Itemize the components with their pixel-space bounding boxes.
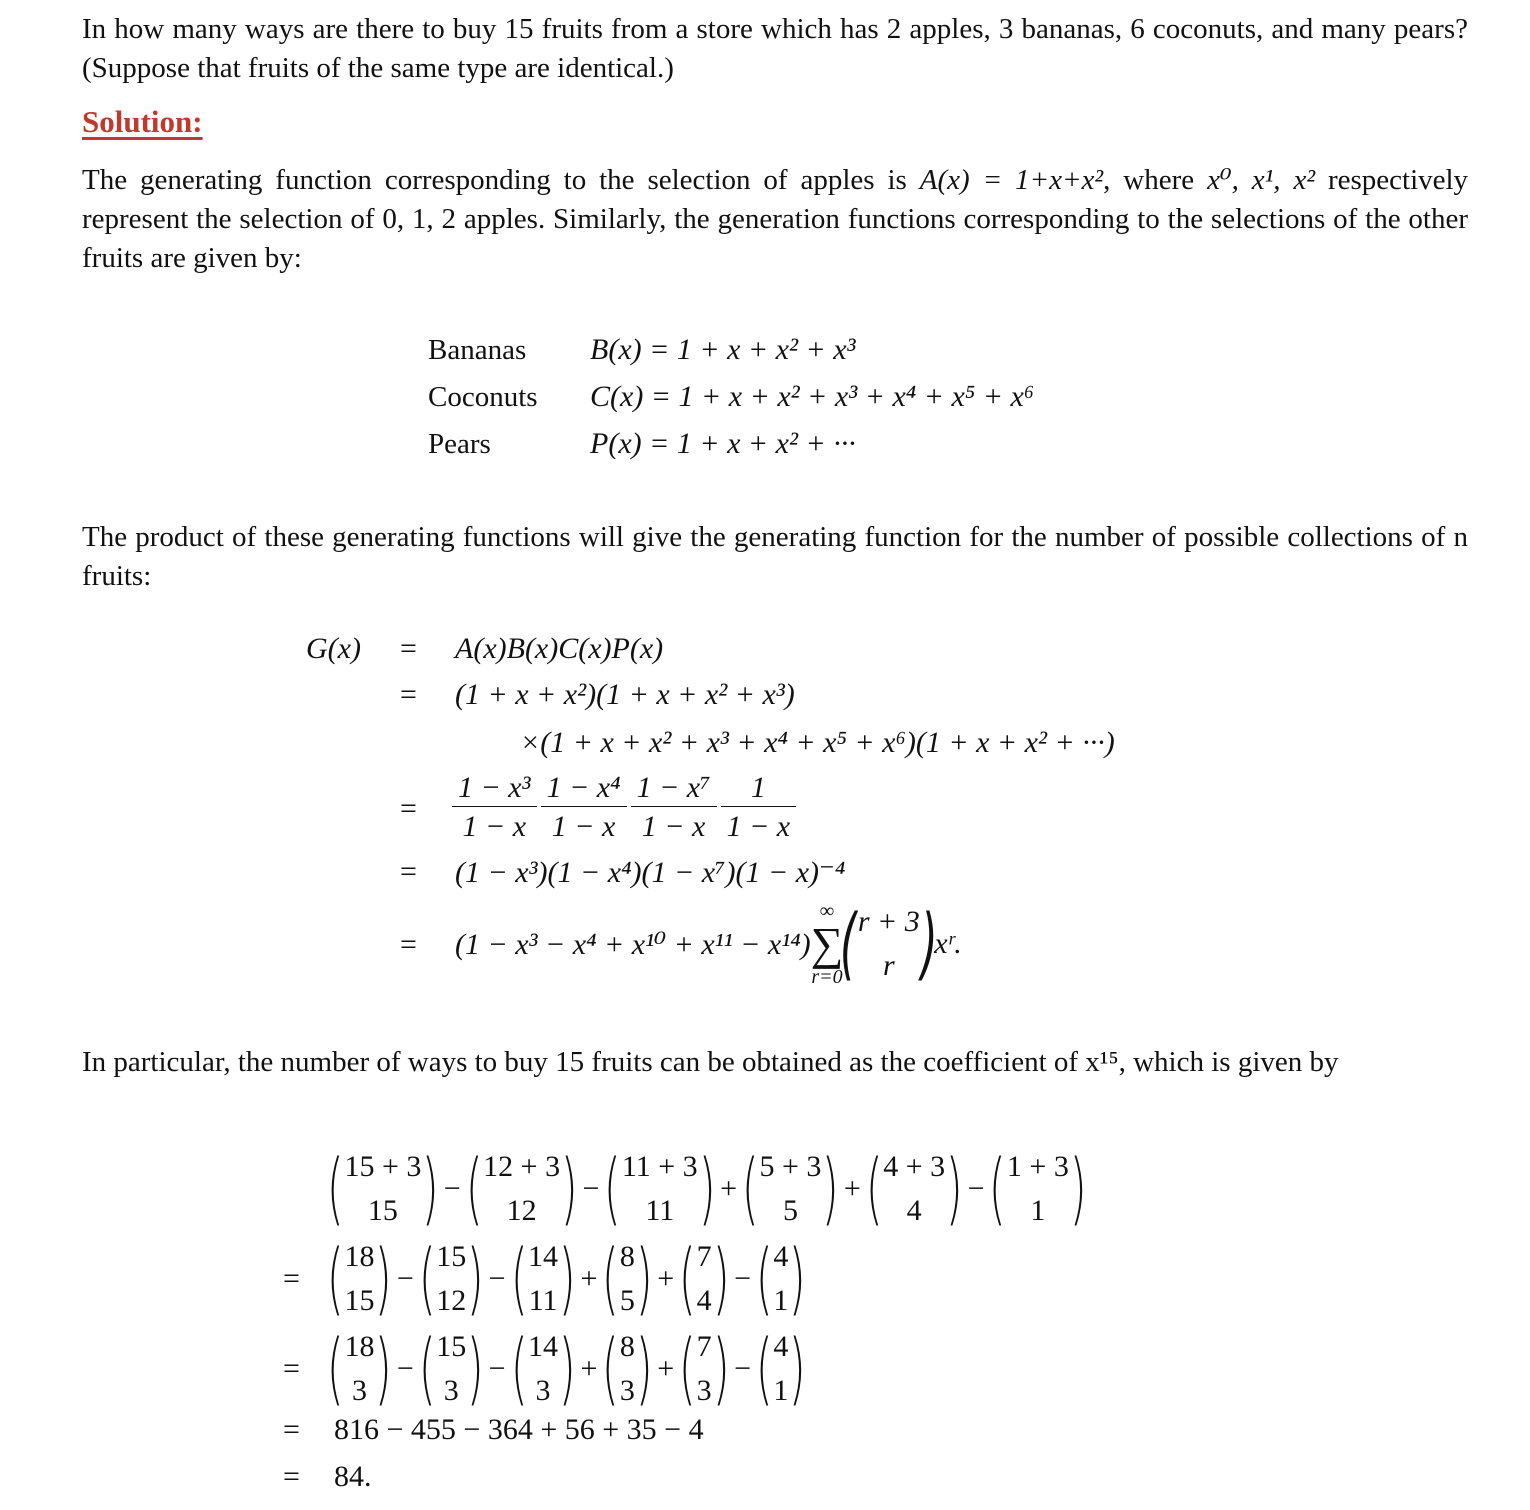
binom-top: 7 bbox=[696, 1240, 712, 1273]
operator: − bbox=[734, 1262, 751, 1295]
binomial: ( 14 11 ) bbox=[510, 1234, 576, 1324]
fraction: $\frac{\text{1 − x³}}{1 - x}$ bbox=[452, 770, 537, 847]
binom-bottom: 15 bbox=[344, 1284, 375, 1317]
paragraph-apples bbox=[82, 161, 1468, 278]
derivation-line-5: (1 − x³)(1 − x⁴)(1 − x⁷)(1 − x)⁻⁴ bbox=[455, 856, 846, 889]
operator: − bbox=[443, 1172, 461, 1205]
binomial: ( 12 + 3 12 ) bbox=[465, 1144, 578, 1234]
binom-top: 18 bbox=[344, 1330, 375, 1363]
operator: + bbox=[657, 1352, 675, 1385]
derivation-lhs: G(x) bbox=[306, 632, 361, 665]
binom-top: 15 + 3 bbox=[344, 1150, 422, 1183]
paragraph-product: The product of these generating functions will give the generating function for the number of possible collections of n fruits: bbox=[82, 521, 1468, 592]
binomial: ( 14 3 ) bbox=[510, 1324, 576, 1414]
binom-bottom: 11 bbox=[645, 1194, 675, 1227]
fruit-label-bananas: Bananas bbox=[428, 334, 527, 366]
binomial: ( 15 + 3 15 ) bbox=[326, 1144, 439, 1234]
final-eq-5: = bbox=[283, 1460, 300, 1493]
summation bbox=[811, 901, 844, 987]
binom-top: 7 bbox=[696, 1330, 712, 1363]
binom-bottom: 3 bbox=[351, 1374, 367, 1407]
binom-bottom: 3 bbox=[535, 1374, 551, 1407]
binom-top: 8 bbox=[619, 1240, 635, 1273]
final-row-4: 816 − 455 − 364 + 56 + 35 − 4 bbox=[334, 1413, 704, 1446]
apple-powers: x⁰, x¹, x² bbox=[1207, 164, 1316, 196]
binom-top: 14 bbox=[528, 1330, 559, 1363]
binom-bottom: 3 bbox=[696, 1374, 712, 1407]
operator: + bbox=[657, 1262, 675, 1295]
derivation-line-1: A(x)B(x)C(x)P(x) bbox=[455, 632, 664, 665]
binom-bottom: 11 bbox=[528, 1284, 558, 1317]
binom-bottom: 1 bbox=[773, 1284, 789, 1317]
fruit-label-pears: Pears bbox=[428, 428, 491, 460]
fruit-formula-pears: P(x) = 1 + x + x² + ··· bbox=[590, 427, 856, 460]
final-row-1 bbox=[326, 1144, 1087, 1234]
binom-bottom: 5 bbox=[782, 1194, 798, 1227]
binomial: ( 15 12 ) bbox=[418, 1234, 484, 1324]
line6-suffix: xʳ. bbox=[934, 927, 962, 960]
operator: − bbox=[967, 1172, 985, 1205]
apple-function: A(x) = 1+x+x² bbox=[919, 164, 1104, 196]
para1-mid: , where bbox=[1103, 164, 1195, 196]
problem-statement: In how many ways are there to buy 15 fruits from a store which has 2 apples, 3 bananas, 6 coconuts, and many pears? (Suppose that fruits of the same type are identical.) bbox=[82, 13, 1468, 84]
paragraph-coefficient: In particular, the number of ways to buy 15 fruits can be obtained as the coefficient of x¹⁵, which is given by bbox=[82, 1046, 1339, 1078]
binom-bottom: 15 bbox=[367, 1194, 398, 1227]
final-row-2 bbox=[326, 1234, 807, 1324]
binom-bottom: 12 bbox=[506, 1194, 537, 1227]
final-eq-2: = bbox=[283, 1262, 300, 1295]
binom-bottom: 1 bbox=[1030, 1194, 1046, 1227]
sigma-icon: ∑ bbox=[810, 918, 844, 969]
binom-top: 1 + 3 bbox=[1006, 1150, 1069, 1183]
fraction: $\frac{1}{1 - x}$ bbox=[721, 770, 797, 847]
derivation-eq-5: = bbox=[400, 928, 417, 961]
binomial: ( 4 1 ) bbox=[755, 1324, 807, 1414]
operator: − bbox=[582, 1172, 600, 1205]
operator: + bbox=[580, 1262, 598, 1295]
binomial: ( 5 + 3 5 ) bbox=[741, 1144, 839, 1234]
binom-bottom: 5 bbox=[619, 1284, 635, 1317]
derivation-line-6 bbox=[455, 900, 962, 988]
binomial: ( 15 3 ) bbox=[418, 1324, 484, 1414]
derivation-line-4 bbox=[450, 770, 798, 847]
line6-prefix: (1 − x³ − x⁴ + x¹⁰ + x¹¹ − x¹⁴) bbox=[455, 927, 811, 961]
fruit-label-coconuts: Coconuts bbox=[428, 381, 538, 413]
binomial: ( 7 3 ) bbox=[679, 1324, 730, 1414]
binom-top: 18 bbox=[344, 1240, 375, 1273]
operator: + bbox=[843, 1172, 861, 1205]
operator: − bbox=[488, 1262, 506, 1295]
binom-bottom: 12 bbox=[436, 1284, 467, 1317]
binom-top: 11 + 3 bbox=[621, 1150, 698, 1183]
final-row-3 bbox=[326, 1324, 807, 1414]
para1-rest: respectively represent the selection of 0, 1, 2 apples. Similarly, the generation functions corresponding to the selections of the other fruits are given by: bbox=[82, 164, 1469, 274]
operator: + bbox=[720, 1172, 738, 1205]
solution-heading: Solution: bbox=[82, 104, 203, 139]
derivation-eq-1: = bbox=[400, 632, 417, 665]
operator: − bbox=[734, 1352, 751, 1385]
binom-top: 15 bbox=[436, 1330, 467, 1363]
sum-upper-limit: ∞ bbox=[819, 900, 835, 922]
binom-bottom: 4 bbox=[696, 1284, 712, 1317]
fruit-formula-bananas: B(x) = 1 + x + x² + x³ bbox=[590, 333, 856, 366]
binomial: ( 4 1 ) bbox=[755, 1234, 807, 1324]
binomial: ( 7 4 ) bbox=[679, 1234, 730, 1324]
binomial: ( 1 + 3 1 ) bbox=[989, 1144, 1087, 1234]
binomial: ( r + 3 r ) bbox=[840, 899, 938, 989]
binom-bottom: 4 bbox=[906, 1194, 922, 1227]
fruit-formula-coconuts: C(x) = 1 + x + x² + x³ + x⁴ + x⁵ + x⁶ bbox=[590, 380, 1035, 413]
binom-top: 15 bbox=[436, 1240, 467, 1273]
binomial: ( 8 3 ) bbox=[602, 1324, 653, 1414]
binomial: ( 18 15 ) bbox=[326, 1234, 393, 1324]
derivation-eq-3: = bbox=[400, 792, 417, 825]
derivation-line-2: (1 + x + x²)(1 + x + x² + x³) bbox=[455, 678, 795, 711]
final-eq-3: = bbox=[283, 1352, 300, 1385]
binomial: ( 11 + 3 11 ) bbox=[604, 1144, 716, 1234]
binom-top: 4 bbox=[773, 1240, 789, 1273]
binom-bottom: 3 bbox=[443, 1374, 459, 1407]
operator: + bbox=[580, 1352, 598, 1385]
binom-top: 14 bbox=[528, 1240, 559, 1273]
binom-top: 4 bbox=[773, 1330, 789, 1363]
fraction: $\frac{\text{1 − x⁷}}{1 - x}$ bbox=[631, 770, 717, 847]
operator: − bbox=[396, 1352, 414, 1385]
binomial: ( 4 + 3 4 ) bbox=[865, 1144, 963, 1234]
final-row-5: 84. bbox=[334, 1460, 372, 1493]
fraction: $\frac{\text{1 − x⁴}}{1 - x}$ bbox=[541, 770, 627, 847]
binom-top: 5 + 3 bbox=[759, 1150, 822, 1183]
binomial: ( 18 3 ) bbox=[326, 1324, 393, 1414]
binomial: ( 8 5 ) bbox=[602, 1234, 653, 1324]
binom-top: 8 bbox=[619, 1330, 635, 1363]
operator: − bbox=[488, 1352, 506, 1385]
derivation-eq-2: = bbox=[400, 678, 417, 711]
sum-lower-limit: r=0 bbox=[811, 966, 843, 988]
binom-top: 4 + 3 bbox=[883, 1150, 946, 1183]
operator: − bbox=[396, 1262, 414, 1295]
binom-bottom: 3 bbox=[619, 1374, 635, 1407]
para1-text: The generating function corresponding to the selection of apples is bbox=[82, 164, 907, 196]
binom-bottom: 1 bbox=[773, 1374, 789, 1407]
final-eq-4: = bbox=[283, 1413, 300, 1446]
derivation-eq-4: = bbox=[400, 855, 417, 888]
derivation-line-3: ×(1 + x + x² + x³ + x⁴ + x⁵ + x⁶)(1 + x + x² + ···) bbox=[520, 726, 1115, 759]
binom-top: 12 + 3 bbox=[483, 1150, 561, 1183]
